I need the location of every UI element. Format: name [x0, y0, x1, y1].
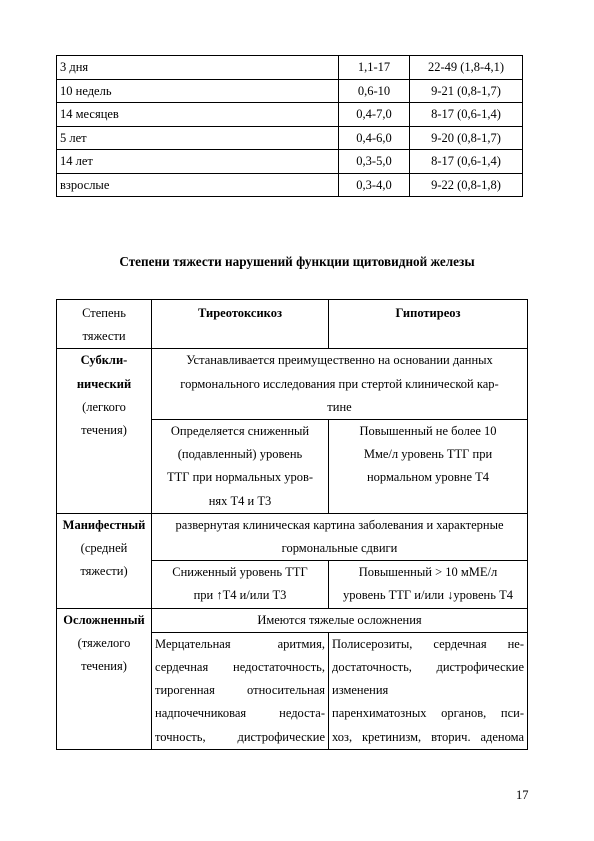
- value-cell: 9-21 (0,8-1,7): [410, 79, 523, 103]
- subclinical-thyro-line: нях Т4 и Т3: [208, 493, 272, 508]
- subclinical-common-line: Устанавливается преимущественно на основании данных: [186, 353, 493, 368]
- subclinical-hypo-line: Повышенный не более 10: [359, 424, 497, 439]
- header-hypo-text: Гипотиреоз: [395, 306, 461, 320]
- manifest-row: [57, 513, 528, 560]
- manifest-note: тяжести): [80, 564, 128, 579]
- subclinical-note: (легкого: [82, 399, 126, 414]
- subclinical-hypo-cell: [329, 420, 528, 514]
- subclinical-thyro-line: (подавленный) уровень: [177, 447, 303, 462]
- reference-table-body: [57, 56, 523, 197]
- complicated-note: течения): [81, 659, 127, 674]
- reference-table-row: [57, 79, 523, 103]
- complicated-hypo-line: хоз, кретинизм, вторич. аденома: [332, 729, 524, 744]
- complicated-hypo-line: Полисерозиты, сердечная не-: [332, 636, 524, 651]
- subclinical-common-cell: [152, 349, 528, 420]
- manifest-thyro-line: Сниженный уровень ТТГ: [172, 565, 308, 580]
- subclinical-name: Субкли-: [80, 353, 128, 368]
- section-title: Степени тяжести нарушений функции щитовидной железы: [119, 254, 475, 269]
- range-cell: 0,3-4,0: [339, 173, 410, 197]
- complicated-row: [57, 608, 528, 632]
- reference-table-row: [57, 173, 523, 197]
- manifest-thyro-cell: [152, 561, 329, 608]
- manifest-hypo-line: уровень ТТГ и/или ↓уровень Т4: [343, 588, 513, 603]
- complicated-hypo-cell: [329, 632, 528, 749]
- reference-table-row: [57, 150, 523, 174]
- complicated-degree-cell: [57, 608, 152, 749]
- reference-table-row: [57, 103, 523, 127]
- header-degree-line: Степень: [82, 306, 126, 320]
- complicated-name: Осложненный: [63, 612, 145, 627]
- value-cell: 8-17 (0,6-1,4): [410, 103, 523, 127]
- range-cell: 0,4-7,0: [339, 103, 410, 127]
- age-cell: 14 месяцев: [57, 103, 339, 127]
- header-degree: [57, 300, 152, 349]
- complicated-thyro-line: Мерцательная аритмия,: [155, 636, 325, 651]
- age-cell: 3 дня: [57, 56, 339, 80]
- value-cell: 22-49 (1,8-4,1): [410, 56, 523, 80]
- manifest-thyro-line: при ↑Т4 и/или Т3: [193, 588, 287, 603]
- manifest-hypo-cell: [329, 561, 528, 608]
- complicated-thyro-line: точность, дистрофические: [155, 729, 325, 744]
- manifest-common-line: развернутая клиническая картина заболевания и характерные: [175, 517, 504, 532]
- subclinical-hypo-line: нормальном уровне Т4: [366, 470, 490, 485]
- manifest-hypo-line: Повышенный > 10 мМЕ/л: [358, 565, 498, 580]
- value-cell: 9-20 (0,8-1,7): [410, 126, 523, 150]
- manifest-name: Манифестный: [62, 517, 146, 532]
- subclinical-hypo-line: Мме/л уровень ТТГ при: [363, 447, 493, 462]
- complicated-thyro-line: сердечная недостаточность,: [155, 660, 325, 675]
- manifest-common-cell: [152, 513, 528, 560]
- manifest-note: (средней: [80, 541, 128, 556]
- complicated-common-cell: [152, 608, 528, 632]
- complicated-thyro-line: тирогенная относительная: [155, 683, 325, 698]
- value-cell: 8-17 (0,6-1,4): [410, 150, 523, 174]
- complicated-thyro-line: надпочечниковая недоста-: [155, 706, 325, 721]
- subclinical-common-line: тине: [327, 399, 352, 414]
- reference-table: [56, 55, 523, 197]
- subclinical-thyro-line: ТТГ при нормальных уров-: [166, 470, 314, 485]
- subclinical-thyro-cell: [152, 420, 329, 514]
- header-thyrotoxicosis: [152, 300, 329, 349]
- subclinical-note: течения): [81, 423, 127, 438]
- severity-header-row: [57, 300, 528, 349]
- manifest-degree-cell: [57, 513, 152, 608]
- complicated-hypo-line: изменения: [332, 683, 389, 698]
- range-cell: 0,4-6,0: [339, 126, 410, 150]
- complicated-hypo-line: паренхиматозных органов, пси-: [332, 706, 524, 721]
- range-cell: 0,3-5,0: [339, 150, 410, 174]
- header-thyro-text: Тиреотоксикоз: [198, 306, 282, 320]
- age-cell: 14 лет: [57, 150, 339, 174]
- value-cell: 9-22 (0,8-1,8): [410, 173, 523, 197]
- subclinical-degree-cell: [57, 349, 152, 513]
- range-cell: 0,6-10: [339, 79, 410, 103]
- page-number: 17: [516, 788, 529, 802]
- subclinical-row: [57, 349, 528, 420]
- subclinical-thyro-line: Определяется сниженный: [170, 424, 310, 439]
- complicated-hypo-line: достаточность, дистрофические: [332, 660, 524, 675]
- age-cell: 10 недель: [57, 79, 339, 103]
- manifest-common-line: гормональные сдвиги: [281, 541, 398, 556]
- reference-table-row: [57, 56, 523, 80]
- subclinical-common-line: гормонального исследования при стертой клинической кар-: [180, 376, 499, 391]
- header-degree-line: тяжести: [82, 329, 126, 344]
- age-cell: взрослые: [57, 173, 339, 197]
- complicated-note: (тяжелого: [77, 635, 131, 650]
- complicated-thyro-cell: [152, 632, 329, 749]
- severity-table: [56, 299, 528, 750]
- header-hypothyroidism: [329, 300, 528, 349]
- reference-table-row: [57, 126, 523, 150]
- complicated-common-line: Имеются тяжелые осложнения: [257, 612, 422, 627]
- age-cell: 5 лет: [57, 126, 339, 150]
- range-cell: 1,1-17: [339, 56, 410, 80]
- subclinical-name: нический: [76, 376, 132, 391]
